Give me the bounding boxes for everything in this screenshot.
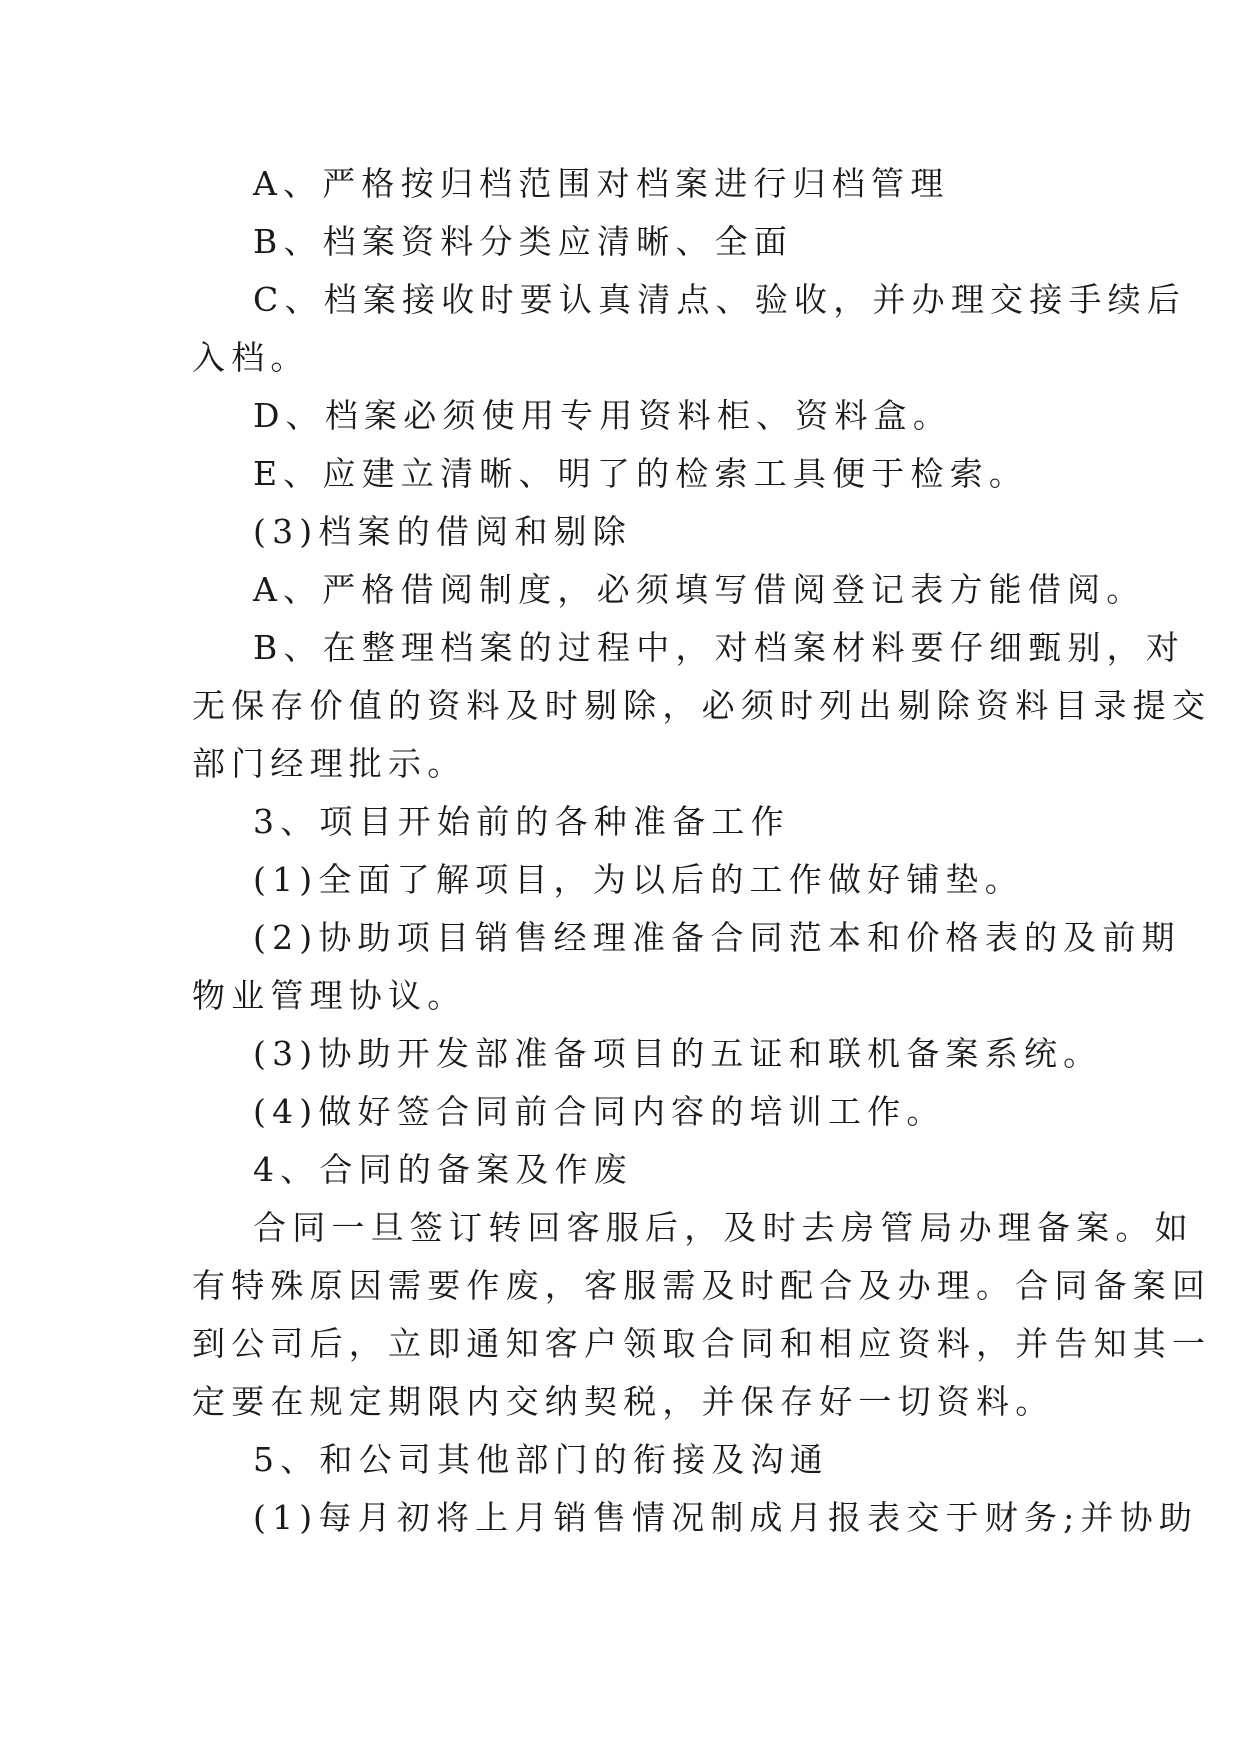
- paragraph-line: 到公司后，立即通知客户领取合同和相应资料，并告知其一: [192, 1324, 1212, 1363]
- section-heading: 3、项目开始前的各种准备工作: [253, 802, 790, 841]
- paragraph-line: 入档。: [192, 338, 310, 377]
- section-heading: (3)档案的借阅和剔除: [253, 512, 632, 551]
- section-heading: 5、和公司其他部门的衔接及沟通: [253, 1440, 829, 1479]
- paragraph-line: 无保存价值的资料及时剔除，必须时列出剔除资料目录提交: [192, 686, 1212, 725]
- paragraph-line: (4)做好签合同前合同内容的培训工作。: [253, 1092, 946, 1131]
- paragraph-line: 定要在规定期限内交纳契税，并保存好一切资料。: [192, 1382, 1055, 1421]
- paragraph-line: A、严格借阅制度，必须填写借阅登记表方能借阅。: [253, 570, 1146, 609]
- paragraph-line: 有特殊原因需要作废，客服需及时配合及办理。合同备案回: [192, 1266, 1212, 1305]
- paragraph-line: B、在整理档案的过程中，对档案材料要仔细甄别，对: [253, 628, 1186, 667]
- paragraph-line: (1)全面了解项目，为以后的工作做好铺垫。: [253, 860, 1024, 899]
- paragraph-line: (1)每月初将上月销售情况制成月报表交于财务;并协助: [253, 1498, 1199, 1537]
- paragraph-line: B、档案资料分类应清晰、全面: [253, 222, 794, 261]
- paragraph-line: E、应建立清晰、明了的检索工具便于检索。: [253, 454, 1029, 493]
- paragraph-line: 物业管理协议。: [192, 976, 467, 1015]
- paragraph-line: A、严格按归档范围对档案进行归档管理: [253, 164, 950, 203]
- paragraph-line: C、档案接收时要认真清点、验收，并办理交接手续后: [253, 280, 1187, 319]
- paragraph-line: 部门经理批示。: [192, 744, 467, 783]
- paragraph-line: D、档案必须使用专用资料柜、资料盒。: [253, 396, 953, 435]
- paragraph-line: (3)协助开发部准备项目的五证和联机备案系统。: [253, 1034, 1103, 1073]
- paragraph-line: (2)协助项目销售经理准备合同范本和价格表的及前期: [253, 918, 1181, 957]
- section-heading: 4、合同的备案及作废: [253, 1150, 633, 1189]
- paragraph-line: 合同一旦签订转回客服后，及时去房管局办理备案。如: [253, 1208, 1194, 1247]
